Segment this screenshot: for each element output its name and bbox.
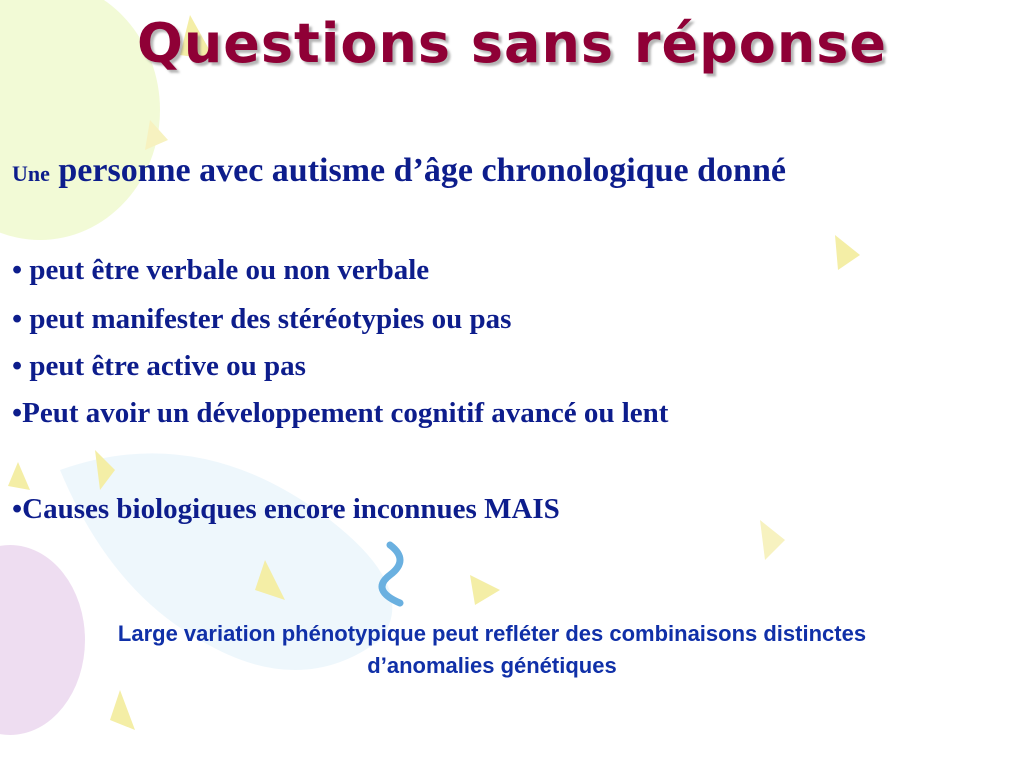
bullet-item: •Peut avoir un développement cognitif avancé ou lent bbox=[12, 397, 669, 429]
footer-note: Large variation phénotypique peut refléter des combinaisons distinctes d’anomalies génétiques bbox=[117, 621, 867, 678]
confetti-shape bbox=[110, 690, 135, 730]
confetti-shape bbox=[470, 575, 500, 605]
intro-main: personne avec autisme d’âge chronologique donné bbox=[49, 152, 786, 189]
intro-prefix: Une bbox=[12, 161, 50, 186]
blue-ribbon-shape bbox=[382, 545, 400, 603]
slide-title: Questions sans réponse bbox=[136, 12, 888, 75]
confetti-shape bbox=[8, 462, 30, 490]
confetti-shape bbox=[760, 520, 785, 560]
bullet-item: • peut être verbale ou non verbale bbox=[12, 254, 430, 286]
bullet-item: •Causes biologiques encore inconnues MAIS bbox=[12, 493, 560, 525]
intro-paragraph bbox=[12, 146, 992, 199]
bullet-item: • peut être active ou pas bbox=[12, 350, 306, 382]
bullet-item: • peut manifester des stéréotypies ou pas bbox=[12, 303, 512, 335]
